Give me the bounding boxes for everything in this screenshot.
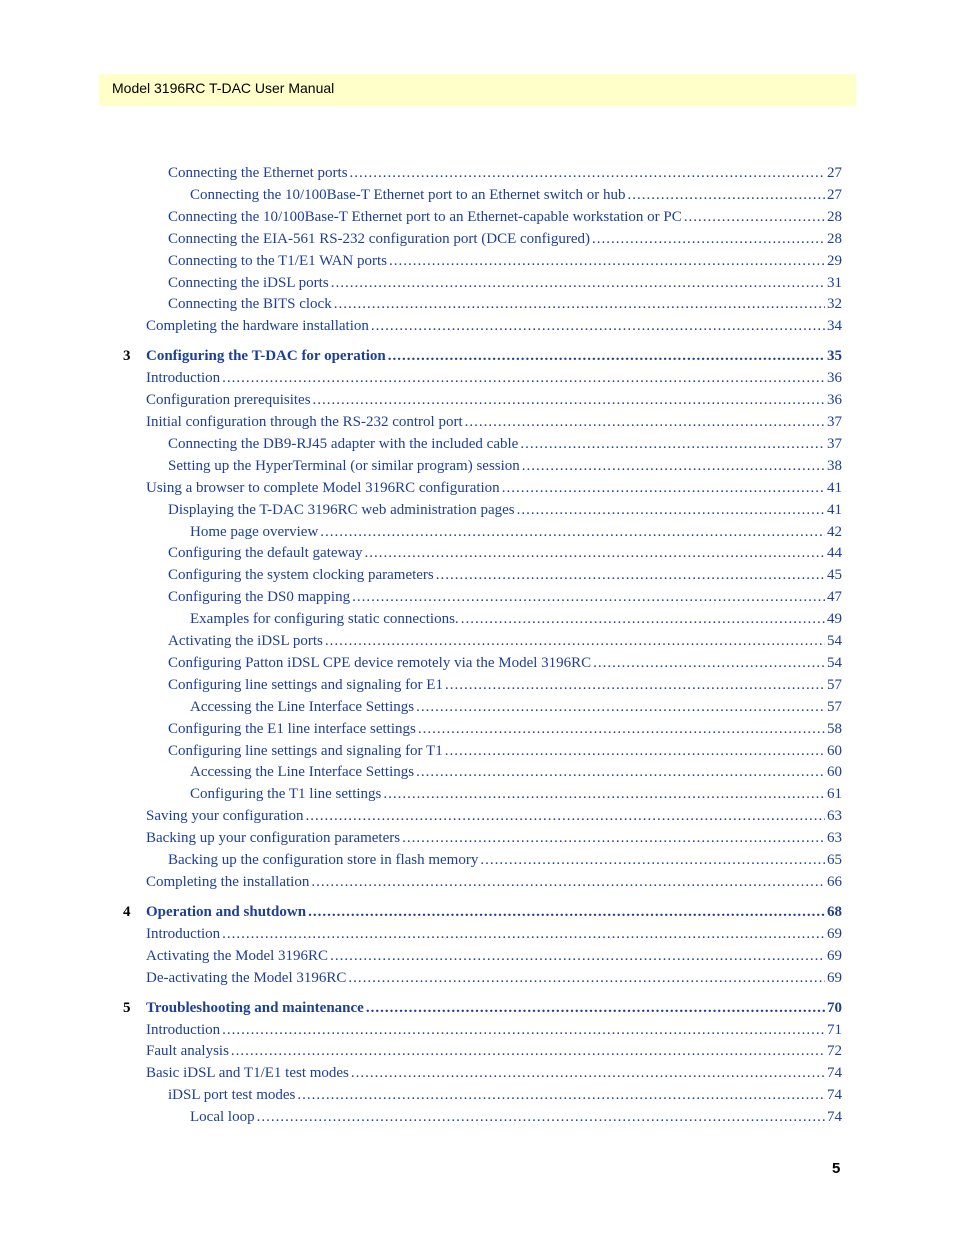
- toc-entry[interactable]: [146, 478, 842, 498]
- toc-entry[interactable]: [168, 719, 842, 739]
- toc-entry-page: 41: [827, 501, 842, 518]
- toc-entry-page: 27: [827, 165, 842, 181]
- toc-entry-title: Troubleshooting and maintenance: [146, 999, 364, 1016]
- dot-leader: [311, 872, 825, 892]
- dot-leader: [308, 902, 825, 922]
- toc-entry[interactable]: [190, 762, 842, 782]
- dot-leader: [352, 587, 825, 607]
- toc-chapter-entry[interactable]: [146, 346, 842, 366]
- dot-leader: [520, 434, 825, 454]
- toc-entry[interactable]: [146, 1063, 842, 1083]
- toc-entry[interactable]: [146, 806, 842, 826]
- toc-entry[interactable]: [146, 828, 842, 848]
- dot-leader: [257, 1107, 825, 1127]
- toc-entry-page: 74: [827, 1109, 842, 1126]
- toc-entry-page: 74: [827, 1065, 842, 1082]
- toc-entry-title: Connecting to the T1/E1 WAN ports: [168, 252, 388, 269]
- dot-leader: [461, 609, 825, 629]
- toc-entry-page: 54: [827, 654, 842, 671]
- toc-entry-page: 70: [827, 999, 842, 1016]
- page-number: 5: [832, 1160, 841, 1177]
- chapter-number: 4: [123, 903, 131, 920]
- toc-entry[interactable]: [168, 294, 842, 314]
- chapter-number: 5: [123, 999, 131, 1016]
- toc-entry-title: Initial configuration through the RS-232 control port: [146, 414, 463, 430]
- toc-entry[interactable]: [168, 675, 842, 695]
- toc-entry-title: Examples for configuring static connections.: [190, 611, 459, 628]
- dot-leader: [371, 316, 825, 336]
- toc-entry-title: Configuring Patton iDSL CPE device remotely via the Model 3196RC: [168, 654, 592, 671]
- toc-entry-title: Completing the installation: [146, 873, 310, 890]
- toc-entry-title: Completing the hardware installation: [146, 318, 369, 335]
- toc-entry-page: 28: [827, 230, 842, 247]
- toc-entry-title: Configuring the T-DAC for operation: [146, 348, 386, 365]
- dot-leader: [297, 1085, 825, 1105]
- toc-entry-title: Operation and shutdown: [146, 903, 307, 920]
- toc-entry-page: 69: [827, 925, 842, 942]
- toc-entry-title: iDSL port test modes: [168, 1087, 296, 1104]
- toc-entry-page: 65: [827, 852, 842, 868]
- dot-leader: [522, 456, 825, 476]
- toc-entry[interactable]: [168, 565, 842, 585]
- toc-entry-title: Connecting the DB9-RJ45 adapter with the included cable: [168, 435, 519, 452]
- dot-leader: [320, 522, 825, 542]
- dot-leader: [348, 968, 825, 988]
- toc-entry-page: 57: [827, 698, 842, 715]
- toc-entry-page: 38: [827, 457, 842, 474]
- dot-leader: [365, 543, 825, 563]
- toc-entry-page: 71: [827, 1021, 842, 1038]
- toc-entry-page: 58: [827, 720, 842, 737]
- dot-leader: [222, 1020, 825, 1040]
- dot-leader: [351, 1063, 825, 1083]
- toc-entry-page: 63: [827, 808, 842, 825]
- toc-entry-page: 27: [827, 186, 842, 203]
- toc-entry-page: 32: [827, 296, 842, 313]
- toc-entry-title: Fault analysis: [146, 1043, 229, 1060]
- toc-entry-title: Setting up the HyperTerminal (or similar program) session: [168, 457, 520, 474]
- dot-leader: [350, 163, 825, 183]
- dot-leader: [592, 229, 825, 249]
- toc-entry-title: Configuring line settings and signaling for T1: [168, 742, 443, 759]
- dot-leader: [305, 806, 825, 826]
- toc-entry[interactable]: [168, 434, 842, 454]
- toc-entry-page: 61: [827, 786, 842, 803]
- toc-entry-title: Activating the iDSL ports: [168, 633, 323, 649]
- toc-entry[interactable]: [168, 229, 842, 249]
- toc-entry[interactable]: [146, 316, 842, 336]
- toc-entry-page: 66: [827, 873, 842, 890]
- toc-entry-page: 74: [827, 1087, 842, 1104]
- toc-entry[interactable]: [146, 1041, 842, 1061]
- toc-entry-title: Connecting the 10/100Base-T Ethernet port to an Ethernet-capable workstation or PC: [168, 208, 682, 225]
- toc-entry-title: Backing up the configuration store in flash memory: [168, 852, 479, 868]
- toc-entry-page: 29: [827, 252, 842, 269]
- toc-entry[interactable]: [168, 587, 842, 607]
- toc-entry[interactable]: [146, 1020, 842, 1040]
- dot-leader: [334, 294, 825, 314]
- toc-entry-title: Configuring the T1 line settings: [190, 786, 382, 803]
- dot-leader: [416, 697, 825, 717]
- dot-leader: [480, 850, 825, 870]
- toc-entry-page: 60: [827, 742, 842, 759]
- toc-entry[interactable]: [146, 924, 842, 944]
- toc-entry-title: Connecting the iDSL ports: [168, 274, 329, 291]
- dot-leader: [313, 390, 825, 410]
- dot-leader: [593, 653, 825, 673]
- toc-entry-page: 28: [827, 208, 842, 225]
- dot-leader: [418, 719, 825, 739]
- toc-entry[interactable]: [146, 968, 842, 988]
- toc-entry-page: 49: [827, 611, 842, 628]
- toc-entry[interactable]: [146, 946, 842, 966]
- toc-entry-page: 60: [827, 764, 842, 781]
- toc-entry-title: Using a browser to complete Model 3196RC configuration: [146, 479, 500, 496]
- toc-entry[interactable]: [146, 368, 842, 388]
- toc-entry[interactable]: [168, 741, 842, 761]
- manual-title: Model 3196RC T-DAC User Manual: [112, 80, 335, 96]
- toc-entry-title: De-activating the Model 3196RC: [146, 969, 347, 986]
- toc-chapter-entry[interactable]: [146, 902, 842, 922]
- toc-entry[interactable]: [168, 1085, 842, 1105]
- toc-entry[interactable]: [146, 390, 842, 410]
- toc-entry[interactable]: [190, 609, 842, 629]
- toc-entry-title: Introduction: [146, 370, 221, 387]
- toc-entry[interactable]: [190, 784, 842, 804]
- toc-entry-title: Backing up your configuration parameters: [146, 830, 401, 847]
- toc-entry-title: Basic iDSL and T1/E1 test modes: [146, 1065, 349, 1082]
- toc-entry-page: 34: [827, 318, 842, 335]
- dot-leader: [389, 251, 825, 271]
- toc-entry-title: Configuration prerequisites: [146, 392, 311, 409]
- toc-entry[interactable]: [168, 543, 842, 563]
- toc-entry[interactable]: [190, 697, 842, 717]
- dot-leader: [517, 500, 825, 520]
- toc-entry-title: Home page overview: [190, 523, 319, 540]
- toc-entry[interactable]: [190, 522, 842, 542]
- toc-entry-page: 37: [827, 435, 842, 452]
- toc-entry-page: 47: [827, 589, 842, 606]
- toc-entry-title: Introduction: [146, 925, 221, 942]
- toc-entry-title: Configuring the default gateway: [168, 545, 363, 562]
- toc-entry-page: 44: [827, 545, 842, 562]
- dot-leader: [402, 828, 825, 848]
- toc-entry-page: 69: [827, 969, 842, 986]
- toc-entry[interactable]: [190, 185, 842, 205]
- toc-entry-page: 36: [827, 392, 842, 409]
- toc-entry-title: Connecting the EIA-561 RS-232 configuration port (DCE configured): [168, 230, 590, 247]
- toc-entry-title: Configuring line settings and signaling for E1: [168, 676, 443, 693]
- toc-entry-title: Accessing the Line Interface Settings: [190, 764, 415, 781]
- dot-leader: [436, 565, 825, 585]
- dot-leader: [445, 675, 825, 695]
- toc-entry-page: 31: [827, 274, 842, 291]
- dot-leader: [388, 346, 825, 366]
- toc-entry-page: 68: [827, 903, 842, 920]
- toc-entry-title: Displaying the T-DAC 3196RC web administration pages: [168, 501, 515, 518]
- toc-entry-title: Local loop: [190, 1109, 255, 1126]
- dot-leader: [366, 998, 825, 1018]
- toc-entry-title: Configuring the system clocking parameters: [168, 567, 434, 584]
- toc-entry-page: 69: [827, 947, 842, 964]
- dot-leader: [627, 185, 825, 205]
- dot-leader: [416, 762, 825, 782]
- toc-entry-page: 54: [827, 633, 842, 649]
- toc-entry-page: 63: [827, 830, 842, 847]
- toc-entry-page: 41: [827, 479, 842, 496]
- dot-leader: [465, 412, 825, 432]
- toc-entry-title: Saving your configuration: [146, 808, 304, 825]
- toc-entry[interactable]: [168, 273, 842, 293]
- toc-entry[interactable]: [168, 251, 842, 271]
- toc-entry-title: Connecting the 10/100Base-T Ethernet port to an Ethernet switch or hub: [190, 186, 626, 203]
- dot-leader: [325, 631, 825, 651]
- toc-entry-title: Accessing the Line Interface Settings: [190, 698, 415, 715]
- toc-entry-page: 35: [827, 348, 842, 365]
- toc-entry-page: 45: [827, 567, 842, 584]
- toc-entry[interactable]: [168, 207, 842, 227]
- toc-entry[interactable]: [190, 1107, 842, 1127]
- dot-leader: [330, 946, 825, 966]
- toc-entry-page: 72: [827, 1043, 842, 1060]
- toc-entry-page: 42: [827, 523, 842, 540]
- toc-entry[interactable]: [168, 850, 842, 870]
- toc-chapter-entry[interactable]: [146, 998, 842, 1018]
- dot-leader: [222, 924, 825, 944]
- toc-entry-title: Connecting the BITS clock: [168, 296, 332, 313]
- toc-entry-title: Introduction: [146, 1021, 221, 1038]
- toc-entry[interactable]: [168, 631, 842, 651]
- toc-entry[interactable]: [168, 163, 842, 183]
- dot-leader: [222, 368, 825, 388]
- toc-entry-page: 37: [827, 414, 842, 430]
- toc-entry-page: 57: [827, 676, 842, 693]
- dot-leader: [231, 1041, 825, 1061]
- dot-leader: [445, 741, 825, 761]
- toc-entry-title: Activating the Model 3196RC: [146, 947, 329, 964]
- toc-entry[interactable]: [146, 872, 842, 892]
- dot-leader: [331, 273, 825, 293]
- toc-entry[interactable]: [168, 500, 842, 520]
- dot-leader: [684, 207, 825, 227]
- dot-leader: [502, 478, 825, 498]
- toc-entry-page: 36: [827, 370, 842, 387]
- toc-entry-title: Connecting the Ethernet ports: [168, 165, 348, 181]
- toc-entry-title: Configuring the E1 line interface settings: [168, 720, 416, 737]
- toc-entry[interactable]: [168, 456, 842, 476]
- chapter-number: 3: [123, 348, 131, 365]
- toc-entry-title: Configuring the DS0 mapping: [168, 589, 351, 606]
- toc-entry[interactable]: [146, 412, 842, 432]
- dot-leader: [383, 784, 825, 804]
- toc-entry[interactable]: [168, 653, 842, 673]
